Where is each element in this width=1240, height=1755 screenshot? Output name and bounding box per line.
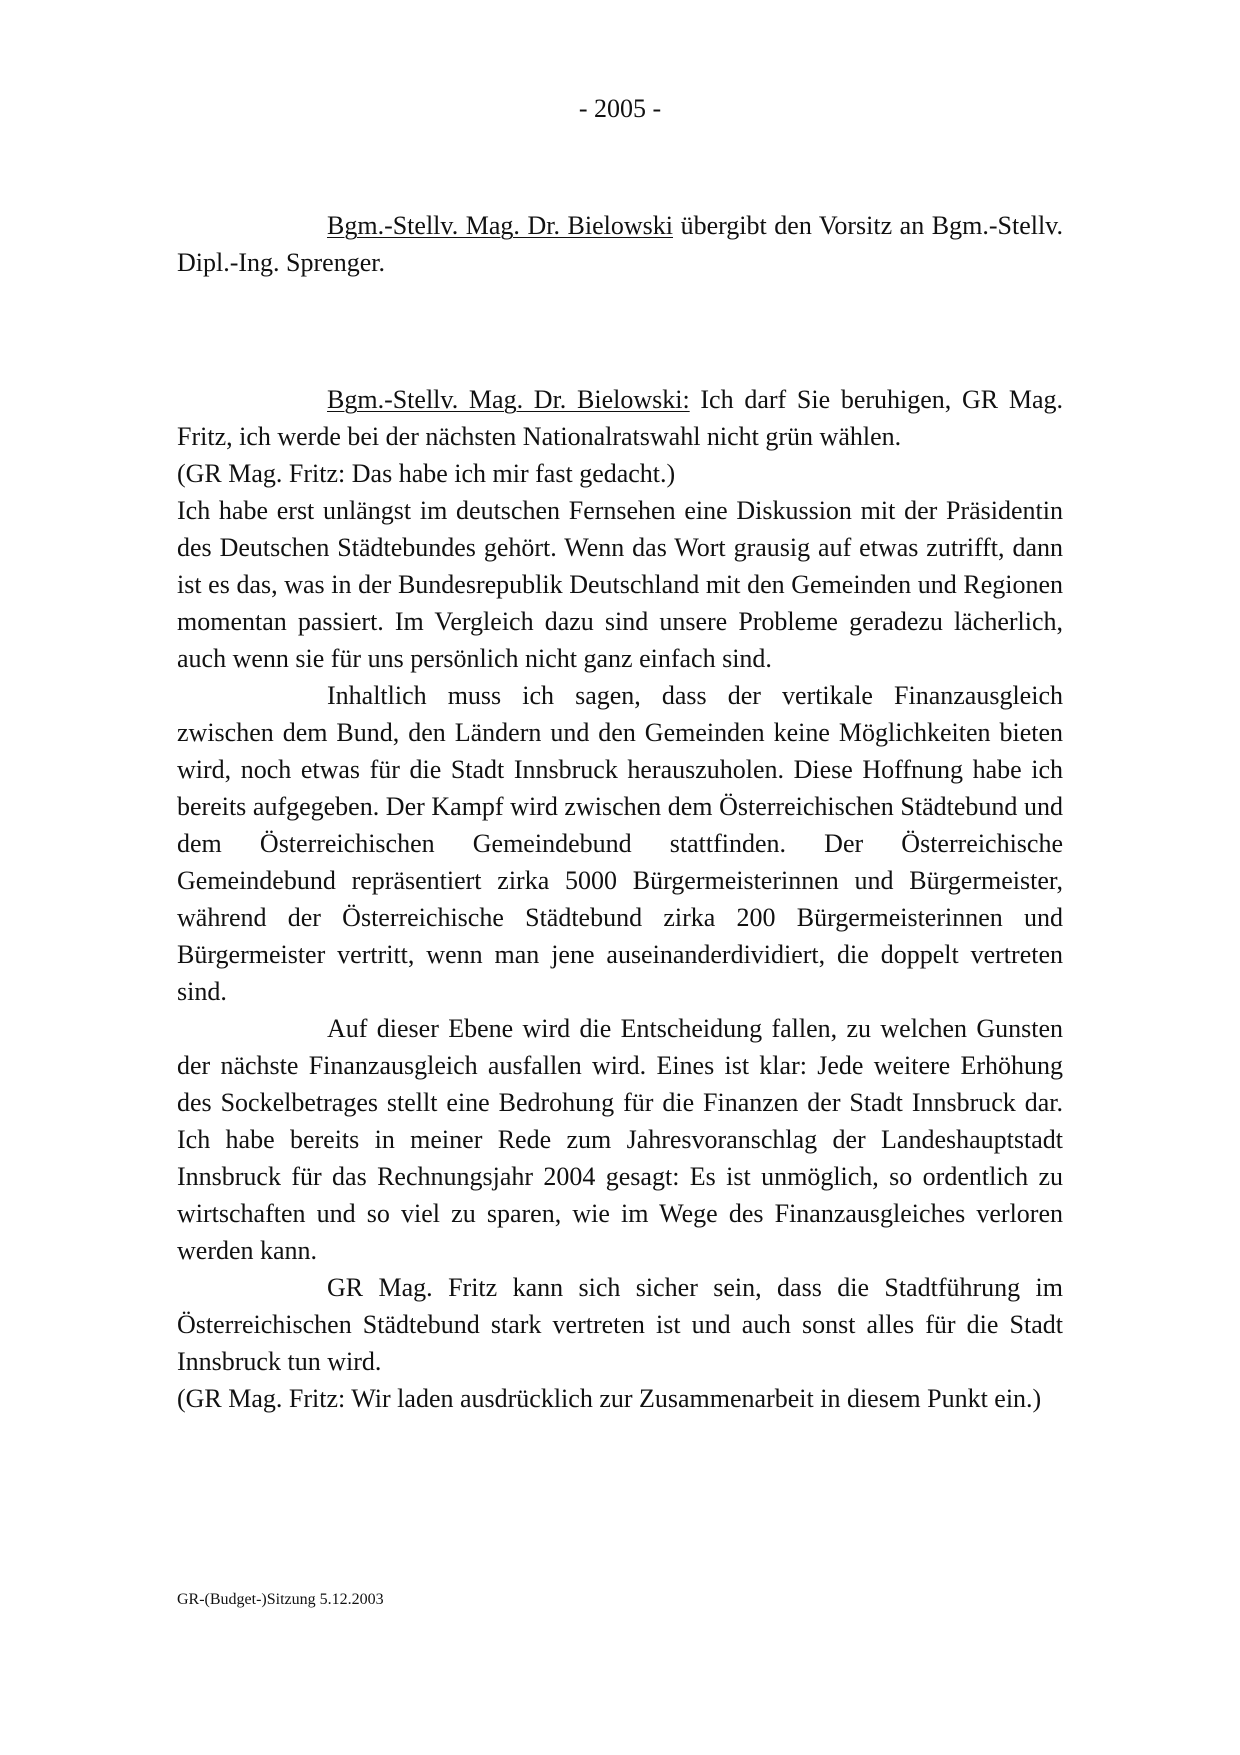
speech-section bbox=[177, 381, 1063, 1417]
speech-paragraph: Ich habe erst unlängst im deutschen Fernsehen eine Diskussion mit der Präsidentin des Deutschen Städtebundes gehört. Wenn das Wort grausig auf etwas zutrifft, dann ist es das, was in der Bundesrepublik Deutschland mit den Gemeinden und Regionen momentan passiert. Im Vergleich dazu sind unsere Probleme geradezu lächerlich, auch wenn sie für uns persönlich nicht ganz einfach sind. bbox=[177, 496, 1063, 673]
speaker-name: Bgm.-Stellv. Mag. Dr. Bielowski: bbox=[327, 385, 690, 414]
handover-text: übergibt den Vorsitz an Bgm.-Stellv. Dipl.-Ing. Sprenger. bbox=[177, 211, 1063, 277]
speech-opening-text: Ich darf Sie beruhigen, GR Mag. Fritz, ich werde bei der nächsten Nationalratswahl nicht grün wählen. bbox=[177, 385, 1063, 451]
interjection: (GR Mag. Fritz: Das habe ich mir fast gedacht.) bbox=[177, 459, 676, 488]
chair-handover-note bbox=[177, 207, 1063, 281]
speech-opening bbox=[177, 381, 1063, 455]
speaker-name: Bgm.-Stellv. Mag. Dr. Bielowski bbox=[327, 211, 673, 240]
speech-paragraph: GR Mag. Fritz kann sich sicher sein, dass die Stadtführung im Österreichischen Städtebund stark vertreten ist und auch sonst alles für die Stadt Innsbruck tun wird. bbox=[177, 1273, 1063, 1376]
page-number: - 2005 - bbox=[578, 94, 662, 123]
speech-paragraph: Auf dieser Ebene wird die Entscheidung fallen, zu welchen Gunsten der nächste Finanzausgleich ausfallen wird. Eines ist klar: Jede weitere Erhöhung des Sockelbetrages stellt eine Bedrohung für die Finanzen der Stadt Innsbruck dar. Ich habe bereits in meiner Rede zum Jahresvoranschlag der Landeshauptstadt Innsbruck für das Rechnungsjahr 2004 gesagt: Es ist unmöglich, so ordentlich zu wirtschaften und so viel zu sparen, wie im Wege des Finanzausgleiches verloren werden kann. bbox=[177, 1014, 1063, 1265]
handover-paragraph bbox=[177, 207, 1063, 281]
session-footer: GR-(Budget-)Sitzung 5.12.2003 bbox=[177, 1591, 384, 1608]
speech-paragraph: Inhaltlich muss ich sagen, dass der vertikale Finanzausgleich zwischen dem Bund, den Ländern und den Gemeinden keine Möglichkeiten bieten wird, noch etwas für die Stadt Innsbruck herauszuholen. Diese Hoffnung habe ich bereits aufgegeben. Der Kampf wird zwischen dem Österreichischen Städtebund und dem Österreichischen Gemeindebund stattfinden. Der Österreichische Gemeindebund repräsentiert zirka 5000 Bürgermeisterinnen und Bürgermeister, während der Österreichische Städtebund zirka 200 Bürgermeisterinnen und Bürgermeister vertritt, wenn man jene auseinanderdividiert, die doppelt vertreten sind. bbox=[177, 681, 1063, 1006]
interjection: (GR Mag. Fritz: Wir laden ausdrücklich zur Zusammenarbeit in diesem Punkt ein.) bbox=[177, 1384, 1042, 1413]
